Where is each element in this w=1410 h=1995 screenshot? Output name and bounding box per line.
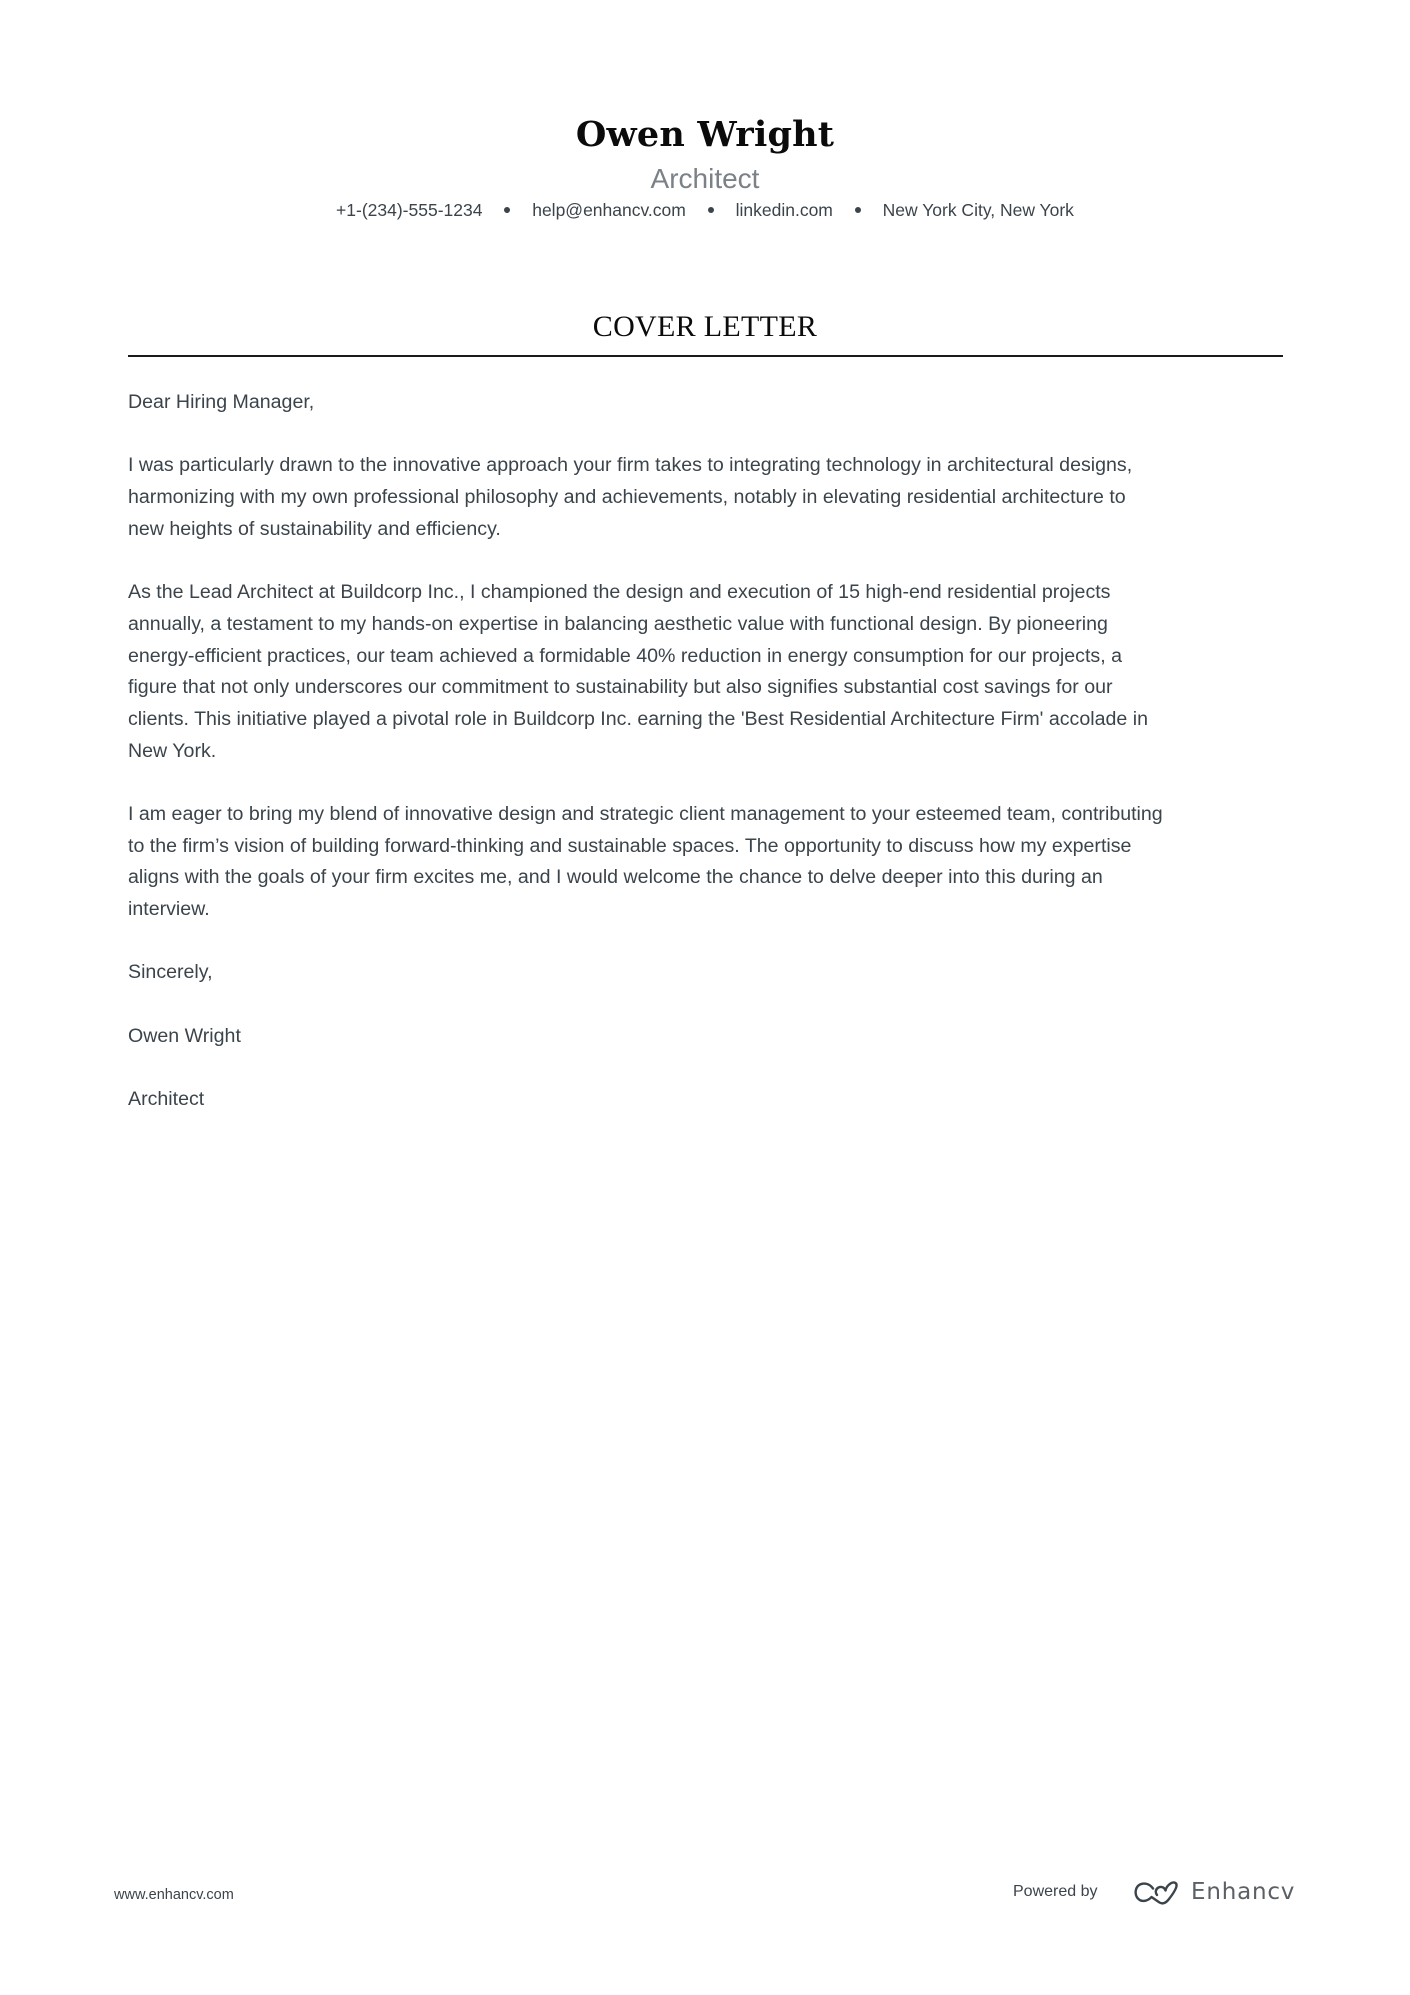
paragraph-line: figure that not only underscores our commitment to sustainability but also signifies substantial cost savings for our — [128, 676, 1113, 699]
paragraph-1 — [128, 450, 1298, 545]
signature-title: Architect — [128, 1088, 205, 1111]
paragraph-line: As the Lead Architect at Buildcorp Inc., I championed the design and execution of 15 high-end residential projects — [128, 581, 1111, 604]
applicant-name: Owen Wright — [575, 114, 835, 155]
paragraph-line: interview. — [128, 898, 210, 920]
letter-body — [128, 387, 1298, 1148]
applicant-title: Architect — [650, 163, 760, 194]
paragraph-line: energy-efficient practices, our team achieved a formidable 40% reduction in energy consumption for our projects, a — [128, 644, 1123, 667]
powered-by-label: Powered by — [1013, 1883, 1098, 1900]
contact-phone: +1-(234)-555-1234 — [336, 200, 483, 220]
signature-name: Owen Wright — [128, 1024, 241, 1047]
section-divider — [128, 355, 1283, 357]
contact-email: help@enhancv.com — [532, 200, 686, 220]
contact-location: New York City, New York — [882, 200, 1074, 220]
enhancv-logo-icon — [1132, 1880, 1182, 1906]
paragraph-line: aligns with the goals of your firm excites me, and I would welcome the chance to delve deeper into this during an — [128, 866, 1103, 889]
bullet-separator-icon — [854, 206, 862, 214]
paragraph-line: new heights of sustainability and efficiency. — [128, 517, 501, 540]
contact-info — [0, 199, 1410, 221]
paragraph-line: New York. — [128, 739, 217, 762]
salutation-text: Dear Hiring Manager, — [128, 391, 315, 413]
paragraph-line: harmonizing with my own professional philosophy and achievements, notably in elevating residential architecture to — [128, 486, 1126, 509]
paragraph-3 — [128, 799, 1298, 926]
footer-website-link[interactable]: www.enhancv.com — [114, 1887, 234, 1903]
paragraph-line: I was particularly drawn to the innovative approach your firm takes to integrating technology in architectural designs, — [128, 454, 1133, 477]
paragraph-line: clients. This initiative played a pivotal role in Buildcorp Inc. earning the 'Best Residential Architecture Firm' accolade in — [128, 707, 1148, 730]
paragraph-line: to the firm’s vision of building forward-thinking and sustainable spaces. The opportunity to discuss how my expertise — [128, 834, 1132, 857]
enhancv-brand-name: Enhancv — [1191, 1879, 1296, 1905]
closing: Sincerely, — [128, 961, 213, 984]
contact-linkedin: linkedin.com — [735, 200, 833, 220]
salutation — [128, 387, 1298, 419]
section-title: COVER LETTER — [592, 310, 818, 343]
bullet-separator-icon — [707, 206, 715, 214]
paragraph-line: annually, a testament to my hands-on expertise in balancing aesthetic value with functional design. By pioneering — [128, 612, 1108, 635]
paragraph-line: I am eager to bring my blend of innovative design and strategic client management to your esteemed team, contributing — [128, 802, 1163, 825]
paragraph-2 — [128, 577, 1298, 767]
bullet-separator-icon — [503, 206, 511, 214]
